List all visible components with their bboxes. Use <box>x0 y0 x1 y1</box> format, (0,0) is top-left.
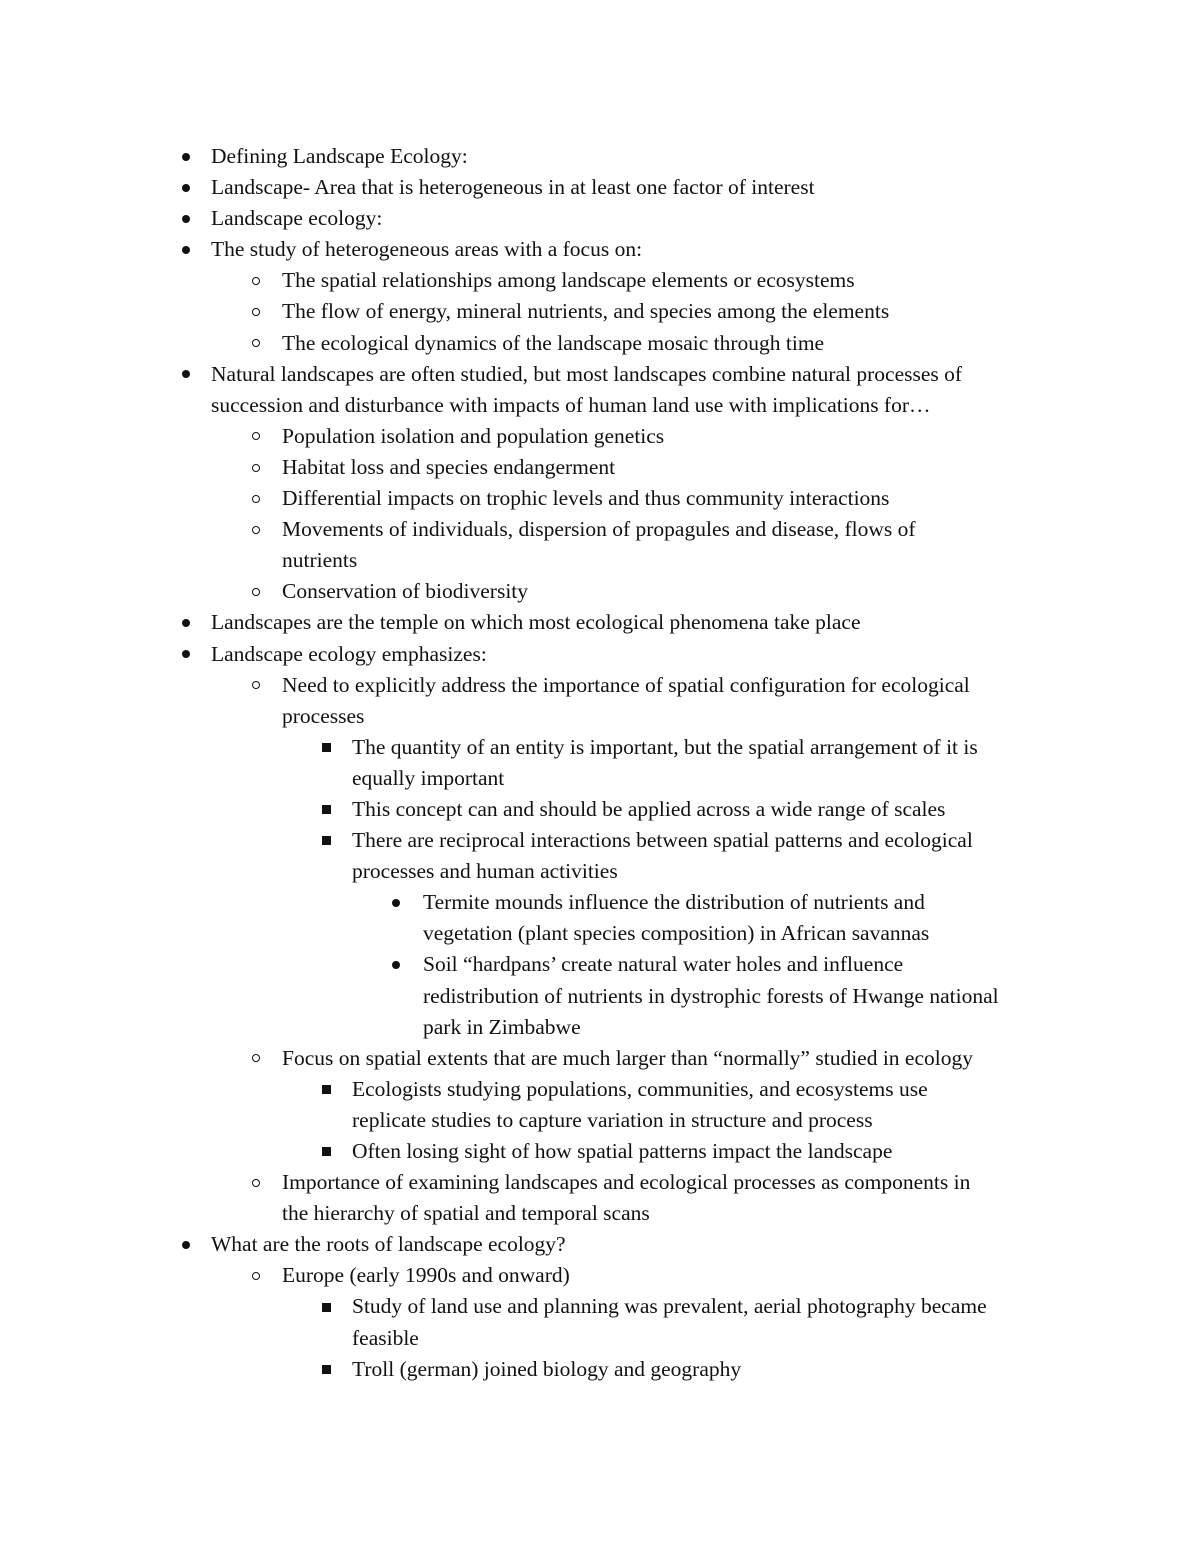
hollow-bullet-icon <box>246 452 266 483</box>
hollow-bullet-icon <box>246 421 266 452</box>
list-item <box>0 1136 1200 1167</box>
bullet-icon <box>176 234 196 265</box>
list-item-text: Habitat loss and species endangerment <box>282 454 616 479</box>
hollow-bullet-icon <box>246 1260 266 1291</box>
list-item <box>0 887 1200 918</box>
hollow-bullet-icon <box>246 296 266 327</box>
list-item-text: equally important <box>352 765 505 790</box>
list-item-text: Natural landscapes are often studied, but most landscapes combine natural processes of <box>211 361 963 386</box>
list-item-text: replicate studies to capture variation in structure and process <box>352 1107 873 1132</box>
list-item-text: Troll (german) joined biology and geography <box>352 1356 742 1381</box>
hollow-bullet-icon <box>246 1167 266 1198</box>
list-item <box>0 1354 1200 1385</box>
list-item <box>0 234 1200 265</box>
list-item-continuation <box>0 1012 1200 1043</box>
list-item <box>0 639 1200 670</box>
list-item <box>0 203 1200 234</box>
list-item-text: Defining Landscape Ecology: <box>211 144 468 168</box>
square-bullet-icon <box>316 732 336 763</box>
list-item-text: The study of heterogeneous areas with a focus on: <box>211 237 643 262</box>
list-item <box>0 576 1200 607</box>
document-page <box>0 141 1200 1385</box>
list-item <box>0 1074 1200 1105</box>
list-item-text: Landscape- Area that is heterogeneous in at least one factor of interest <box>211 175 815 200</box>
list-item <box>0 1043 1200 1074</box>
list-item-text: Population isolation and population genetics <box>282 423 665 448</box>
bullet-icon <box>176 141 196 172</box>
bullet-icon <box>176 172 196 203</box>
list-item-continuation <box>0 1323 1200 1354</box>
square-bullet-icon <box>316 794 336 825</box>
list-item-text: Europe (early 1990s and onward) <box>282 1263 570 1288</box>
list-item <box>0 172 1200 203</box>
list-item-text: The flow of energy, mineral nutrients, and species among the elements <box>282 299 890 324</box>
list-item-continuation <box>0 390 1200 421</box>
list-item <box>0 514 1200 545</box>
bullet-icon <box>386 887 406 918</box>
list-item <box>0 328 1200 359</box>
list-item <box>0 141 1200 172</box>
square-bullet-icon <box>316 1074 336 1105</box>
list-item-continuation <box>0 545 1200 576</box>
list-item <box>0 1167 1200 1198</box>
list-item-text: Ecologists studying populations, communities, and ecosystems use <box>352 1076 928 1101</box>
list-item-text: Landscape ecology emphasizes: <box>211 641 487 666</box>
list-item-continuation <box>0 701 1200 732</box>
list-item-text: Conservation of biodiversity <box>282 579 529 604</box>
list-item-continuation <box>0 1198 1200 1229</box>
list-item-text: Landscape ecology: <box>211 206 383 231</box>
list-item <box>0 670 1200 701</box>
hollow-bullet-icon <box>246 1043 266 1074</box>
list-item <box>0 359 1200 390</box>
list-item-text: Landscapes are the temple on which most ecological phenomena take place <box>211 610 861 635</box>
hollow-bullet-icon <box>246 514 266 545</box>
list-item <box>0 1260 1200 1291</box>
bullet-icon <box>386 949 406 980</box>
hollow-bullet-icon <box>246 670 266 701</box>
list-item-continuation <box>0 981 1200 1012</box>
list-item-text: succession and disturbance with impacts of human land use with implications for… <box>211 392 931 417</box>
bullet-icon <box>176 359 196 390</box>
bullet-icon <box>176 1229 196 1260</box>
list-item <box>0 421 1200 452</box>
list-item <box>0 452 1200 483</box>
list-item <box>0 732 1200 763</box>
square-bullet-icon <box>316 1136 336 1167</box>
square-bullet-icon <box>316 1291 336 1322</box>
list-item-text: park in Zimbabwe <box>423 1014 581 1039</box>
list-item-text: feasible <box>352 1325 419 1350</box>
list-item-text: Study of land use and planning was prevalent, aerial photography became <box>352 1294 987 1319</box>
list-item-text: processes <box>282 703 365 728</box>
square-bullet-icon <box>316 1354 336 1385</box>
list-item-text: processes and human activities <box>352 859 618 884</box>
bullet-icon <box>176 639 196 670</box>
list-item-text: Importance of examining landscapes and ecological processes as components in <box>282 1170 971 1195</box>
list-item <box>0 1229 1200 1260</box>
list-item-continuation <box>0 918 1200 949</box>
bullet-icon <box>176 607 196 638</box>
square-bullet-icon <box>316 825 336 856</box>
list-item-text: vegetation (plant species composition) in African savannas <box>423 921 930 946</box>
list-item-text: nutrients <box>282 548 358 573</box>
list-item <box>0 296 1200 327</box>
list-item-text: Focus on spatial extents that are much larger than “normally” studied in ecology <box>282 1045 973 1070</box>
list-item-text: Often losing sight of how spatial patterns impact the landscape <box>352 1139 893 1163</box>
list-item-text: redistribution of nutrients in dystrophic forests of Hwange national <box>423 983 999 1008</box>
list-item-text: Soil “hardpans’ create natural water holes and influence <box>423 952 904 977</box>
hollow-bullet-icon <box>246 328 266 359</box>
list-item-text: Termite mounds influence the distribution of nutrients and <box>423 890 925 915</box>
list-item <box>0 949 1200 980</box>
hollow-bullet-icon <box>246 576 266 607</box>
list-item <box>0 825 1200 856</box>
list-item-text: The spatial relationships among landscape elements or ecosystems <box>282 268 855 293</box>
list-item-continuation <box>0 856 1200 887</box>
list-item <box>0 265 1200 296</box>
list-item-text: This concept can and should be applied across a wide range of scales <box>352 796 946 821</box>
list-item-text: Differential impacts on trophic levels and thus community interactions <box>282 486 890 511</box>
list-item <box>0 794 1200 825</box>
list-item-text: There are reciprocal interactions between spatial patterns and ecological <box>352 828 973 853</box>
list-item-continuation <box>0 763 1200 794</box>
list-item-text: The ecological dynamics of the landscape mosaic through time <box>282 330 825 355</box>
bullet-icon <box>176 203 196 234</box>
list-item <box>0 483 1200 514</box>
list-item-text: Movements of individuals, dispersion of propagules and disease, flows of <box>282 517 916 542</box>
list-item-text: Need to explicitly address the importance of spatial configuration for ecological <box>282 672 970 697</box>
list-item-text: the hierarchy of spatial and temporal scans <box>282 1201 650 1226</box>
list-item-text: What are the roots of landscape ecology? <box>211 1232 566 1257</box>
hollow-bullet-icon <box>246 265 266 296</box>
list-item <box>0 1291 1200 1322</box>
hollow-bullet-icon <box>246 483 266 514</box>
list-item <box>0 607 1200 638</box>
list-item-text: The quantity of an entity is important, but the spatial arrangement of it is <box>352 734 978 759</box>
list-item-continuation <box>0 1105 1200 1136</box>
